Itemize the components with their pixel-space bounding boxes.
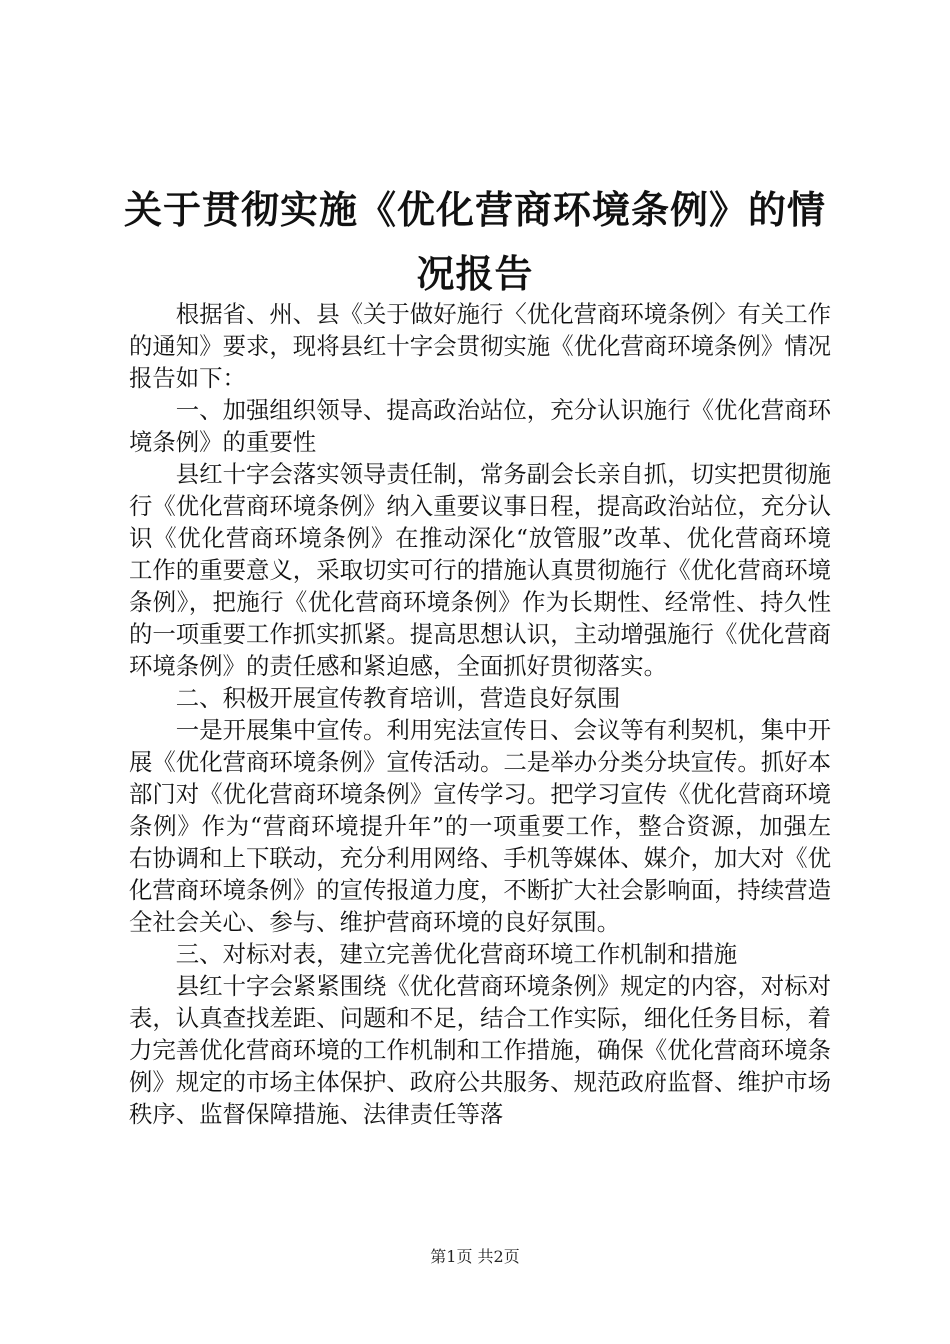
section-heading-1: 一、加强组织领导、提高政治站位，充分认识施行《优化营商环境条例》的重要性 xyxy=(129,396,831,456)
document-body xyxy=(129,298,831,1130)
page-number-footer: 第1页 共2页 xyxy=(430,1247,520,1266)
paragraph-3: 县红十字会紧紧围绕《优化营商环境条例》规定的内容，对标对表，认真查找差距、问题和不足，结合工作实际，细化任务目标，着力完善优化营商环境的工作机制和工作措施，确保《优化营商环境条例》规定的市场主体保护、政府公共服务、规范政府监督、维护市场秩序、监督保障措施、法律责任等落 xyxy=(129,972,831,1128)
section-heading-2: 二、积极开展宣传教育培训，营造良好氛围 xyxy=(175,684,621,712)
paragraph-2: 一是开展集中宣传。利用宪法宣传日、会议等有利契机，集中开展《优化营商环境条例》宣传活动。二是举办分类分块宣传。抓好本部门对《优化营商环境条例》宣传学习。把学习宣传《优化营商环境条例》作为“营商环境提升年”的一项重要工作，整合资源，加强左右协调和上下联动，充分利用网络、手机等媒体、媒介，加大对《优化营商环境条例》的宣传报道力度，不断扩大社会影响面，持续营造全社会关心、参与、维护营商环境的良好氛围。 xyxy=(129,716,831,936)
section-heading-3: 三、对标对表，建立完善优化营商环境工作机制和措施 xyxy=(175,940,738,968)
paragraph-1: 县红十字会落实领导责任制，常务副会长亲自抓，切实把贯彻施行《优化营商环境条例》纳入重要议事日程，提高政治站位，充分认识《优化营商环境条例》在推动深化“放管服”改革、优化营商环境工作的重要意义，采取切实可行的措施认真贯彻施行《优化营商环境条例》，把施行《优化营商环境条例》作为长期性、经常性、持久性的一项重要工作抓实抓紧。提高思想认识，主动增强施行《优化营商环境条例》的责任感和紧迫感，全面抓好贯彻落实。 xyxy=(129,460,831,680)
paragraph-intro: 根据省、州、县《关于做好施行〈优化营商环境条例〉有关工作的通知》要求，现将县红十字会贯彻实施《优化营商环境条例》情况报告如下： xyxy=(129,300,831,392)
document-title: 关于贯彻实施《优化营商环境条例》的情况报告 xyxy=(123,188,826,296)
